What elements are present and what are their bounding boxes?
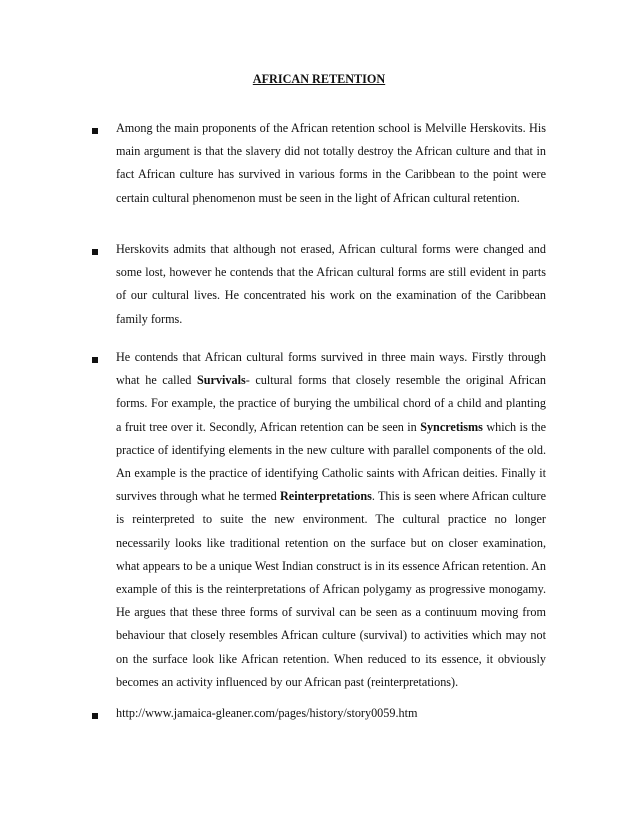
bullet-icon [92,353,102,363]
bullet-icon [92,245,102,255]
bullet-icon [92,124,102,134]
paragraph-2: Herskovits admits that although not erased, African cultural forms were changed and some lost, however he contends that the African cultural forms are still evident in parts of our cultural lives. He concentrated his work on the examination of the Caribbean family forms. [116,242,546,326]
paragraph-3-text-3: which is the practice of identifying elements in the new culture with parallel components of the old. An example is the practice of identifying Catholic saints with African deities. Finally it survives through what he termed [116,419,546,504]
source-url: http://www.jamaica-gleaner.com/pages/history/story0059.htm [116,706,418,720]
paragraph-3-text-1: He contends that African cultural forms survived in three main ways. Firstly through what he called [116,350,546,388]
bullet-icon [92,709,102,719]
paragraph-3-text-4: . This is seen where African culture is reinterpreted to suite the new environment. The cultural practice no longer necessarily looks like traditional retention on the surface but on closer examination, what appears to be a unique West Indian construct is in its essence African retention. An example of this is the reinterpretations of African polygamy as progressive monogamy. He argues that these three forms of survival can be seen as a continuum moving from behaviour that closely resembles African culture (survival) to activities which may not on the surface look like African retention. When reduced to its essence, it obviously becomes an activity influenced by our African past (reinterpretations). [116,489,546,689]
term-reinterpretations: Reinterpretations [280,489,372,504]
term-syncretisms: Syncretisms [420,419,483,434]
page-title: AFRICAN RETENTION [252,72,386,86]
paragraph-1: Among the main proponents of the African retention school is Melville Herskovits. His main argument is that the slavery did not totally destroy the African culture and that in fact African culture has survived in various forms in the Caribbean to the point were certain cultural phenomenon must be seen in the light of African cultural retention. [116,121,546,205]
paragraph-3-text-2: - cultural forms that closely resemble the original African forms. For example, the practice of burying the umbilical chord of a child and planting a fruit tree over it. Secondly, African retention can be seen in [116,373,546,434]
paragraph-3 [116,346,546,694]
term-survivals: Survivals [196,373,246,388]
